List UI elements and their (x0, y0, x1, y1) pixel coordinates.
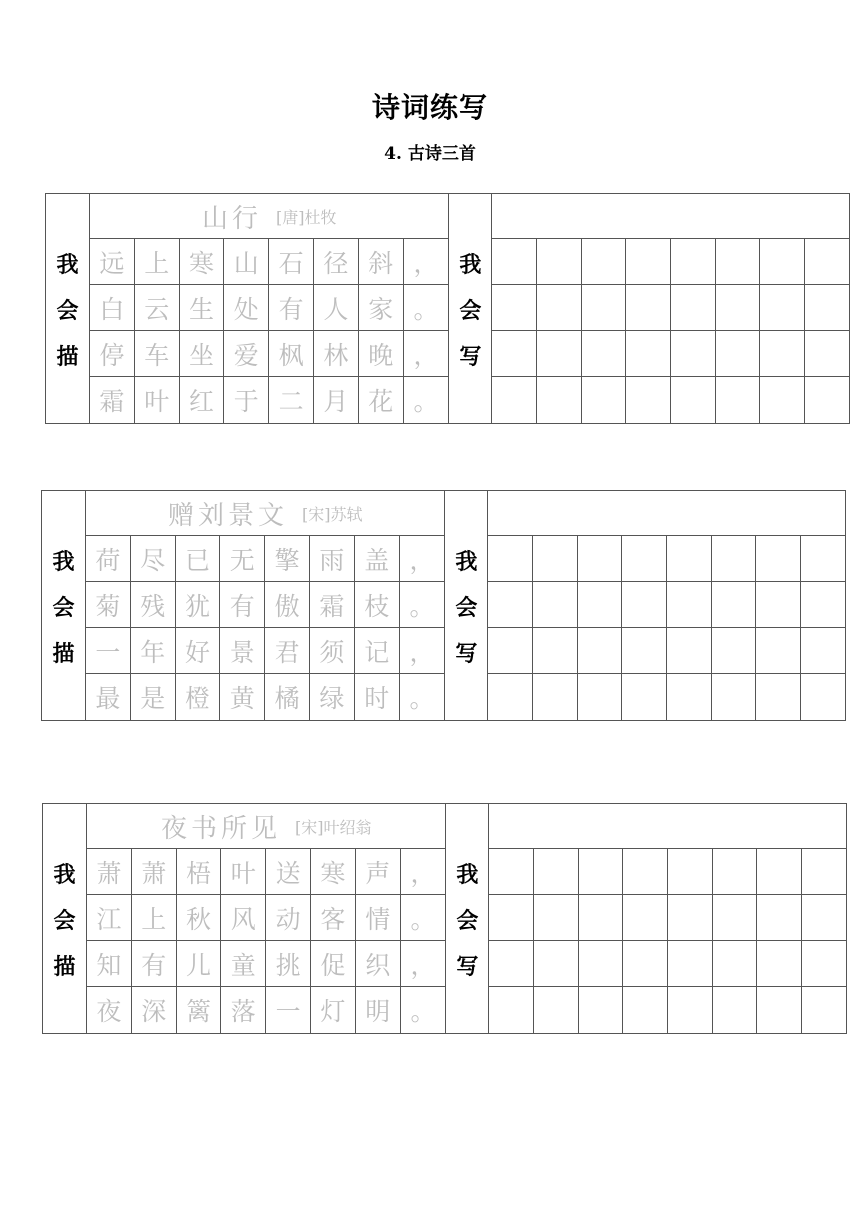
trace-char-cell: 灯 (311, 987, 356, 1033)
write-label-char: 写 (459, 344, 482, 370)
write-cell[interactable] (802, 895, 847, 941)
write-cell[interactable] (801, 628, 846, 674)
trace-char-cell: 斜 (359, 239, 404, 285)
poem-author: [宋]叶绍翁 (294, 817, 372, 837)
trace-char-cell: 远 (90, 239, 135, 285)
write-cell[interactable] (622, 582, 667, 628)
trace-char-cell: 盖 (355, 536, 400, 582)
trace-char-cell: 霜 (90, 377, 135, 423)
write-cell[interactable] (626, 285, 671, 331)
trace-char-cell: 家 (359, 285, 404, 331)
trace-char-cell: 雨 (310, 536, 355, 582)
write-label-char: 我 (455, 549, 478, 575)
trace-label (43, 804, 87, 1033)
write-cell[interactable] (582, 285, 627, 331)
trace-char-cell: 已 (176, 536, 221, 582)
trace-char-cell: 。 (401, 895, 446, 941)
write-cell[interactable] (713, 849, 758, 895)
trace-char-cell: 寒 (311, 849, 356, 895)
trace-char-cell: 是 (131, 674, 176, 720)
write-cell[interactable] (626, 377, 671, 423)
trace-label-char: 会 (53, 908, 76, 934)
write-cell[interactable] (623, 941, 668, 987)
write-cell[interactable] (622, 536, 667, 582)
trace-char-cell: 霜 (310, 582, 355, 628)
trace-char-cell: 上 (132, 895, 177, 941)
write-cell[interactable] (716, 331, 761, 377)
trace-char-cell: 。 (413, 387, 439, 416)
write-cell[interactable] (537, 331, 582, 377)
trace-char-cell: 橘 (265, 674, 310, 720)
page-title: 诗词练写 (371, 91, 488, 124)
write-cell[interactable] (533, 582, 578, 628)
write-cell[interactable] (626, 331, 671, 377)
trace-char-cell: 江 (87, 895, 132, 941)
page-subtitle: 4. 古诗三首 (384, 144, 476, 164)
trace-char-cell: 动 (266, 895, 311, 941)
trace-label-char: 我 (52, 549, 75, 575)
trace-char-cell: 晚 (359, 331, 404, 377)
trace-char-cell: 年 (131, 628, 176, 674)
write-cell[interactable] (534, 895, 579, 941)
trace-char-cell: 君 (265, 628, 310, 674)
trace-char-cell: 于 (224, 377, 269, 423)
write-label-char: 我 (456, 862, 479, 888)
trace-char-cell: ， (400, 536, 445, 582)
trace-char-cell: 停 (90, 331, 135, 377)
write-cell[interactable] (713, 941, 758, 987)
trace-char-cell: 云 (135, 285, 180, 331)
write-cell[interactable] (668, 849, 713, 895)
write-cell[interactable] (801, 536, 846, 582)
trace-char-cell: 须 (310, 628, 355, 674)
trace-char-cell: 径 (314, 239, 359, 285)
trace-char-cell: ， (404, 239, 449, 285)
write-cell[interactable] (671, 331, 716, 377)
trace-char-cell: 有 (220, 582, 265, 628)
write-label-char: 会 (456, 908, 479, 934)
write-cell[interactable] (489, 987, 534, 1033)
write-cell[interactable] (579, 895, 624, 941)
write-cell[interactable] (713, 987, 758, 1033)
trace-char-cell: 深 (132, 987, 177, 1033)
write-cell[interactable] (622, 628, 667, 674)
write-label-char: 会 (455, 595, 478, 621)
poem-sheet-1 (45, 193, 850, 424)
write-cell[interactable] (578, 674, 623, 720)
write-cell[interactable] (668, 941, 713, 987)
trace-char-cell: 。 (410, 997, 436, 1026)
write-cell[interactable] (712, 674, 757, 720)
trace-char-cell: 挑 (266, 941, 311, 987)
write-cell[interactable] (492, 285, 537, 331)
write-cell[interactable] (492, 377, 537, 423)
write-label-char: 写 (456, 954, 479, 980)
write-cell[interactable] (533, 536, 578, 582)
write-cell[interactable] (667, 628, 712, 674)
trace-char-cell: 叶 (135, 377, 180, 423)
write-cell[interactable] (716, 377, 761, 423)
write-cell[interactable] (712, 628, 757, 674)
trace-char-cell: 萧 (132, 849, 177, 895)
trace-char-cell: 篱 (177, 987, 222, 1033)
write-cell[interactable] (802, 941, 847, 987)
trace-char-cell: 时 (355, 674, 400, 720)
write-cell[interactable] (760, 239, 805, 285)
write-cell[interactable] (489, 941, 534, 987)
trace-char-cell: 枫 (269, 331, 314, 377)
trace-char-cell: 山 (224, 239, 269, 285)
trace-char-cell: 好 (176, 628, 221, 674)
write-cell[interactable] (488, 536, 533, 582)
trace-label-char: 我 (53, 862, 76, 888)
trace-char-cell: 残 (131, 582, 176, 628)
write-cell[interactable] (756, 628, 801, 674)
write-cell[interactable] (537, 377, 582, 423)
trace-char-cell: ， (401, 849, 446, 895)
trace-char-cell: 石 (269, 239, 314, 285)
trace-char-cell: 荷 (86, 536, 131, 582)
write-title-area[interactable] (488, 491, 845, 536)
trace-char-cell: 尽 (131, 536, 176, 582)
write-cell[interactable] (756, 674, 801, 720)
trace-char-cell: 寒 (180, 239, 225, 285)
trace-char-cell: 有 (269, 285, 314, 331)
trace-char-cell: 梧 (177, 849, 222, 895)
write-cell[interactable] (488, 582, 533, 628)
trace-char-cell: ， (401, 941, 446, 987)
write-cell[interactable] (671, 239, 716, 285)
trace-char-cell: 织 (356, 941, 401, 987)
poem-title (90, 194, 448, 239)
write-cell[interactable] (492, 239, 537, 285)
poem-name: 夜书所见 (160, 813, 281, 844)
write-cell[interactable] (488, 674, 533, 720)
write-cell[interactable] (760, 331, 805, 377)
write-cell[interactable] (623, 987, 668, 1033)
write-cell[interactable] (492, 331, 537, 377)
trace-char-cell: 萧 (87, 849, 132, 895)
trace-char-cell: 风 (221, 895, 266, 941)
write-cell[interactable] (579, 849, 624, 895)
write-cell[interactable] (760, 377, 805, 423)
trace-char-cell: 花 (359, 377, 404, 423)
write-label (444, 491, 488, 720)
trace-char-cell: 情 (356, 895, 401, 941)
write-label-char: 我 (459, 252, 482, 278)
trace-char-cell: 白 (90, 285, 135, 331)
write-cell[interactable] (622, 674, 667, 720)
write-cell[interactable] (805, 377, 850, 423)
trace-char-cell: 。 (404, 285, 449, 331)
trace-char-cell: 生 (180, 285, 225, 331)
trace-char-cell: 客 (311, 895, 356, 941)
trace-char-cell: 擎 (265, 536, 310, 582)
write-cell[interactable] (582, 331, 627, 377)
trace-char-cell: 二 (269, 377, 314, 423)
trace-char-cell: 明 (356, 987, 401, 1033)
trace-char-cell: 秋 (177, 895, 222, 941)
trace-label-char: 描 (53, 954, 76, 980)
write-cell[interactable] (578, 582, 623, 628)
trace-char-cell: 枝 (355, 582, 400, 628)
trace-char-cell: 叶 (221, 849, 266, 895)
trace-label-char: 描 (52, 641, 75, 667)
write-cell[interactable] (668, 895, 713, 941)
trace-char-cell: 童 (221, 941, 266, 987)
write-cell[interactable] (533, 628, 578, 674)
trace-char-cell: 一 (86, 628, 131, 674)
write-label-char: 会 (459, 298, 482, 324)
trace-label-char: 会 (52, 595, 75, 621)
trace-char-cell: 一 (266, 987, 311, 1033)
trace-char-cell: 声 (356, 849, 401, 895)
write-cell[interactable] (489, 849, 534, 895)
write-cell[interactable] (488, 628, 533, 674)
write-cell[interactable] (534, 849, 579, 895)
write-cell[interactable] (533, 674, 578, 720)
trace-char-cell: 夜 (87, 987, 132, 1033)
write-cell[interactable] (582, 239, 627, 285)
write-cell[interactable] (534, 941, 579, 987)
trace-char-cell: 犹 (176, 582, 221, 628)
write-cell[interactable] (667, 582, 712, 628)
write-cell[interactable] (489, 895, 534, 941)
write-cell[interactable] (801, 582, 846, 628)
poem-author: [唐]杜牧 (275, 207, 337, 227)
trace-char-cell: ， (400, 628, 445, 674)
trace-char-cell: 落 (221, 987, 266, 1033)
poem-name: 赠刘景文 (167, 500, 288, 531)
write-cell[interactable] (712, 536, 757, 582)
write-cell[interactable] (757, 941, 802, 987)
write-cell[interactable] (582, 377, 627, 423)
write-cell[interactable] (760, 285, 805, 331)
trace-char-cell: 绿 (310, 674, 355, 720)
trace-label-char: 会 (56, 298, 79, 324)
trace-char-cell: 菊 (86, 582, 131, 628)
trace-char-cell: 黄 (220, 674, 265, 720)
trace-label-char: 描 (56, 344, 79, 370)
trace-char-cell: 红 (180, 377, 225, 423)
write-cell[interactable] (712, 582, 757, 628)
trace-char-cell: 爱 (224, 331, 269, 377)
trace-char-cell: 。 (409, 684, 435, 713)
trace-char-cell: 最 (86, 674, 131, 720)
trace-char-cell: 记 (355, 628, 400, 674)
write-label (448, 194, 492, 423)
trace-char-cell: 景 (220, 628, 265, 674)
trace-char-cell: 月 (314, 377, 359, 423)
write-cell[interactable] (623, 895, 668, 941)
trace-char-cell: 人 (314, 285, 359, 331)
write-cell[interactable] (716, 285, 761, 331)
write-label (445, 804, 489, 1033)
write-cell[interactable] (716, 239, 761, 285)
write-cell[interactable] (757, 987, 802, 1033)
write-title-area[interactable] (489, 804, 846, 849)
trace-char-cell: 促 (311, 941, 356, 987)
write-cell[interactable] (671, 377, 716, 423)
trace-char-cell: 傲 (265, 582, 310, 628)
write-cell[interactable] (667, 674, 712, 720)
trace-char-cell: 林 (314, 331, 359, 377)
trace-char-cell: 。 (400, 582, 445, 628)
write-cell[interactable] (756, 582, 801, 628)
trace-label (46, 194, 90, 423)
trace-char-cell: 车 (135, 331, 180, 377)
write-cell[interactable] (757, 849, 802, 895)
write-cell[interactable] (802, 987, 847, 1033)
write-cell[interactable] (668, 987, 713, 1033)
write-cell[interactable] (579, 987, 624, 1033)
poem-sheet-2 (41, 490, 846, 721)
poem-name: 山行 (201, 203, 262, 234)
trace-char-cell: 送 (266, 849, 311, 895)
write-cell[interactable] (626, 239, 671, 285)
write-cell[interactable] (579, 941, 624, 987)
trace-label (42, 491, 86, 720)
poem-sheet-3 (42, 803, 847, 1034)
write-cell[interactable] (805, 285, 850, 331)
trace-char-cell: ， (404, 331, 449, 377)
write-cell[interactable] (756, 536, 801, 582)
poem-title (86, 491, 444, 536)
write-cell[interactable] (578, 536, 623, 582)
write-cell[interactable] (757, 895, 802, 941)
trace-label-char: 我 (56, 252, 79, 278)
write-cell[interactable] (537, 285, 582, 331)
write-cell[interactable] (667, 536, 712, 582)
write-cell[interactable] (623, 849, 668, 895)
trace-char-cell: 无 (220, 536, 265, 582)
trace-char-cell: 儿 (177, 941, 222, 987)
trace-char-cell: 处 (224, 285, 269, 331)
trace-char-cell: 有 (132, 941, 177, 987)
write-title-area[interactable] (492, 194, 849, 239)
write-cell[interactable] (802, 849, 847, 895)
trace-char-cell: 橙 (176, 674, 221, 720)
trace-char-cell: 上 (135, 239, 180, 285)
trace-char-cell: 坐 (180, 331, 225, 377)
write-cell[interactable] (713, 895, 758, 941)
trace-char-cell: 知 (87, 941, 132, 987)
write-cell[interactable] (805, 331, 850, 377)
write-cell[interactable] (578, 628, 623, 674)
poem-author: [宋]苏轼 (301, 504, 363, 524)
write-cell[interactable] (534, 987, 579, 1033)
write-cell[interactable] (805, 239, 850, 285)
write-label-char: 写 (455, 641, 478, 667)
poem-title (87, 804, 445, 849)
write-cell[interactable] (671, 285, 716, 331)
write-cell[interactable] (801, 674, 846, 720)
write-cell[interactable] (537, 239, 582, 285)
